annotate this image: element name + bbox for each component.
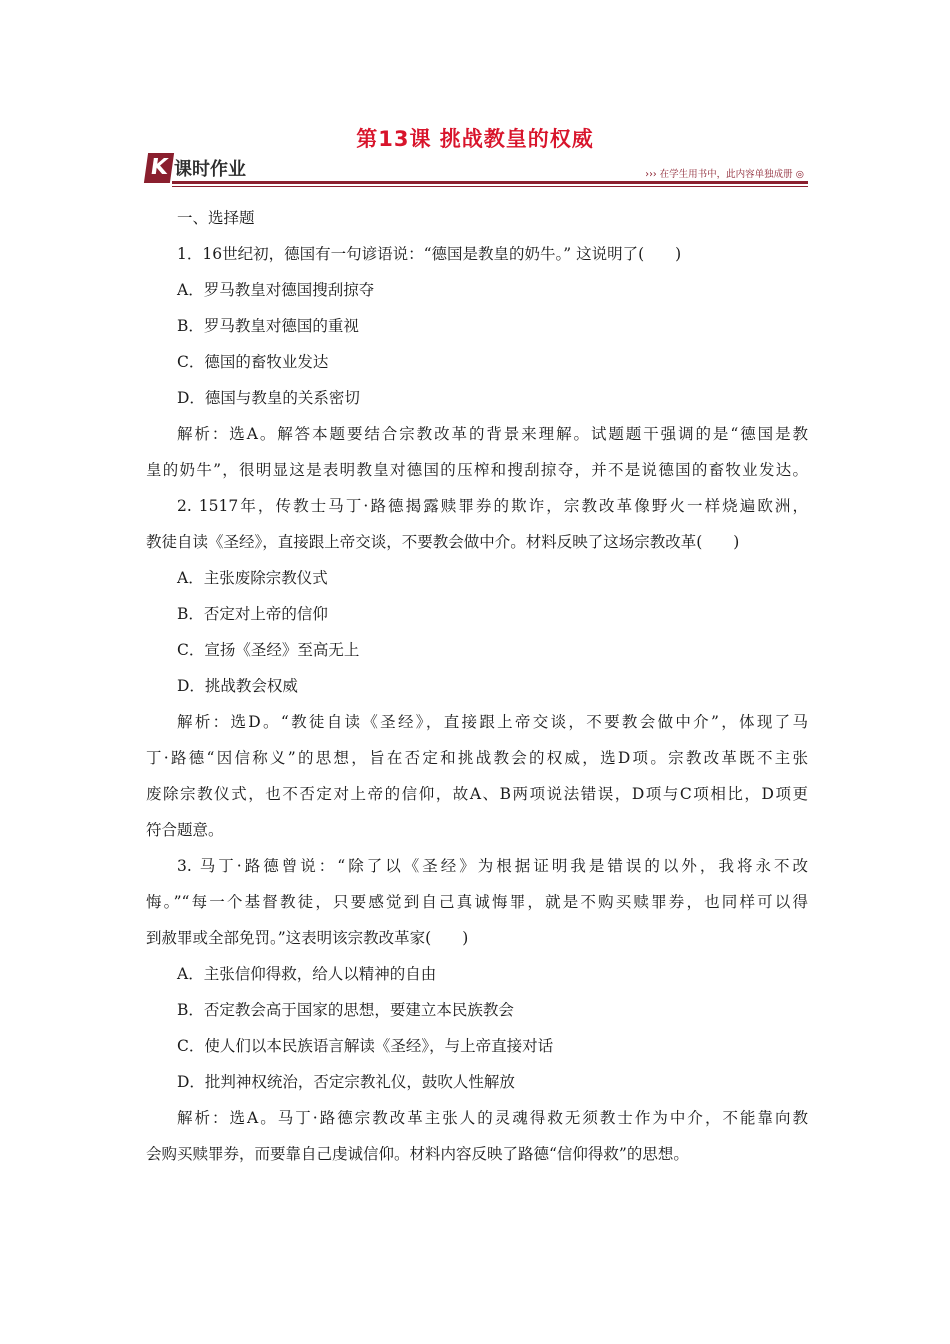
text-line: C．使人们以本民族语言解读《圣经》，与上帝直接对话 (177, 1037, 554, 1055)
k-logo-icon: K (144, 153, 174, 183)
section-banner (146, 153, 808, 189)
text-line: 教徒自读《圣经》，直接跟上帝交谈，不要教会做中介。材料反映了这场宗教改革( ) (146, 533, 740, 551)
text-line: 解析：选D。“教徒自读《圣经》，直接跟上帝交谈，不要教会做中介”，体现了马 (177, 713, 808, 731)
text-line: 符合题意。 (146, 821, 224, 839)
text-line: D．批判神权统治，否定宗教礼仪，鼓吹人性解放 (177, 1073, 515, 1091)
document-body (146, 200, 808, 1172)
text-line: B．否定教会高于国家的思想，要建立本民族教会 (177, 1001, 514, 1019)
text-line: A．罗马教皇对德国搜刮掠夺 (177, 281, 375, 299)
text-line: 皇的奶牛”，很明显这是表明教皇对德国的压榨和搜刮掠夺，并不是说德国的畜牧业发达。 (146, 461, 808, 479)
text-line: A．主张信仰得救，给人以精神的自由 (177, 965, 437, 983)
text-line: B．罗马教皇对德国的重视 (177, 317, 359, 335)
text-line: 3. 马丁·路德曾说：“除了以《圣经》为根据证明我是错误的以外，我将永不改 (177, 857, 808, 875)
banner-rule-thin (172, 186, 808, 187)
text-line: 会购买赎罪券，而要靠自己虔诚信仰。材料内容反映了路德“信仰得救”的思想。 (146, 1145, 689, 1163)
text-line: 到赦罪或全部免罚。”这表明该宗教改革家( ) (146, 929, 469, 947)
text-line: D．挑战教会权威 (177, 677, 298, 695)
text-line: 悔。”“每一个基督教徒，只要感觉到自己真诚悔罪，就是不购买赎罪券，也同样可以得 (146, 893, 808, 911)
text-line: C．德国的畜牧业发达 (177, 353, 329, 371)
text-line: B．否定对上帝的信仰 (177, 605, 328, 623)
text-line: 解析：选A。马丁·路德宗教改革主张人的灵魂得救无须教士作为中介，不能靠向教 (177, 1109, 808, 1127)
text-line: A．主张废除宗教仪式 (177, 569, 328, 587)
text-line: 解析：选A。解答本题要结合宗教改革的背景来理解。试题题干强调的是“德国是教 (177, 425, 808, 443)
banner-note: ››› 在学生用书中，此内容单独成册 ◎ (645, 169, 804, 180)
text-line: C．宣扬《圣经》至高无上 (177, 641, 360, 659)
text-line: 2. 1517年，传教士马丁·路德揭露赎罪券的欺诈，宗教改革像野火一样烧遍欧洲， (177, 497, 808, 515)
banner-rule (172, 181, 808, 184)
banner-label: 课时作业 (174, 159, 246, 180)
text-line: D．德国与教皇的关系密切 (177, 389, 360, 407)
text-line: 1．16世纪初，德国有一句谚语说：“德国是教皇的奶牛。” 这说明了( ) (177, 245, 682, 263)
text-line: 废除宗教仪式，也不否定对上帝的信仰，故A、B两项说法错误，D项与C项相比，D项更 (146, 785, 808, 803)
text-line: 一、选择题 (177, 209, 255, 227)
page-title: 第13课 挑战教皇的权威 (356, 127, 594, 151)
text-line: 丁·路德“因信称义”的思想，旨在否定和挑战教会的权威，选D项。宗教改革既不主张 (146, 749, 808, 767)
